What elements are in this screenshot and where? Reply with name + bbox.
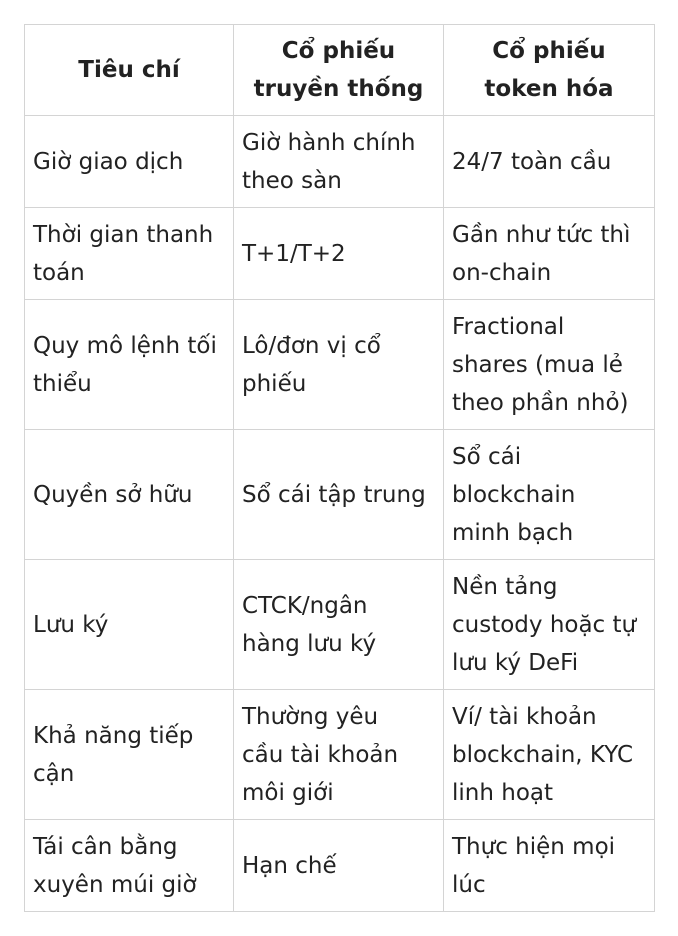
header-criteria: Tiêu chí [25,25,234,116]
cell-traditional: Giờ hành chính theo sàn [234,116,444,208]
cell-criteria: Tái cân bằng xuyên múi giờ [25,820,234,912]
table-row [25,820,655,912]
table-row [25,430,655,560]
cell-traditional: Hạn chế [234,820,444,912]
cell-traditional: Sổ cái tập trung [234,430,444,560]
cell-tokenized: Nền tảng custody hoặc tự lưu ký DeFi [444,560,655,690]
header-tokenized-stock: Cổ phiếu token hóa [444,25,655,116]
cell-traditional: CTCK/ngân hàng lưu ký [234,560,444,690]
table-row [25,690,655,820]
table-header-row [25,25,655,116]
cell-criteria: Quy mô lệnh tối thiểu [25,300,234,430]
cell-criteria: Khả năng tiếp cận [25,690,234,820]
cell-criteria: Thời gian thanh toán [25,208,234,300]
cell-tokenized: Fractional shares (mua lẻ theo phần nhỏ) [444,300,655,430]
table-row [25,560,655,690]
table-row [25,116,655,208]
cell-tokenized: Ví/ tài khoản blockchain, KYC linh hoạt [444,690,655,820]
comparison-table [24,24,655,912]
table-row [25,300,655,430]
header-traditional-stock: Cổ phiếu truyền thống [234,25,444,116]
cell-criteria: Giờ giao dịch [25,116,234,208]
cell-traditional: T+1/T+2 [234,208,444,300]
cell-tokenized: Gần như tức thì on-chain [444,208,655,300]
cell-tokenized: Sổ cái blockchain minh bạch [444,430,655,560]
cell-criteria: Quyền sở hữu [25,430,234,560]
table-row [25,208,655,300]
cell-tokenized: Thực hiện mọi lúc [444,820,655,912]
cell-criteria: Lưu ký [25,560,234,690]
cell-traditional: Lô/đơn vị cổ phiếu [234,300,444,430]
cell-traditional: Thường yêu cầu tài khoản môi giới [234,690,444,820]
cell-tokenized: 24/7 toàn cầu [444,116,655,208]
